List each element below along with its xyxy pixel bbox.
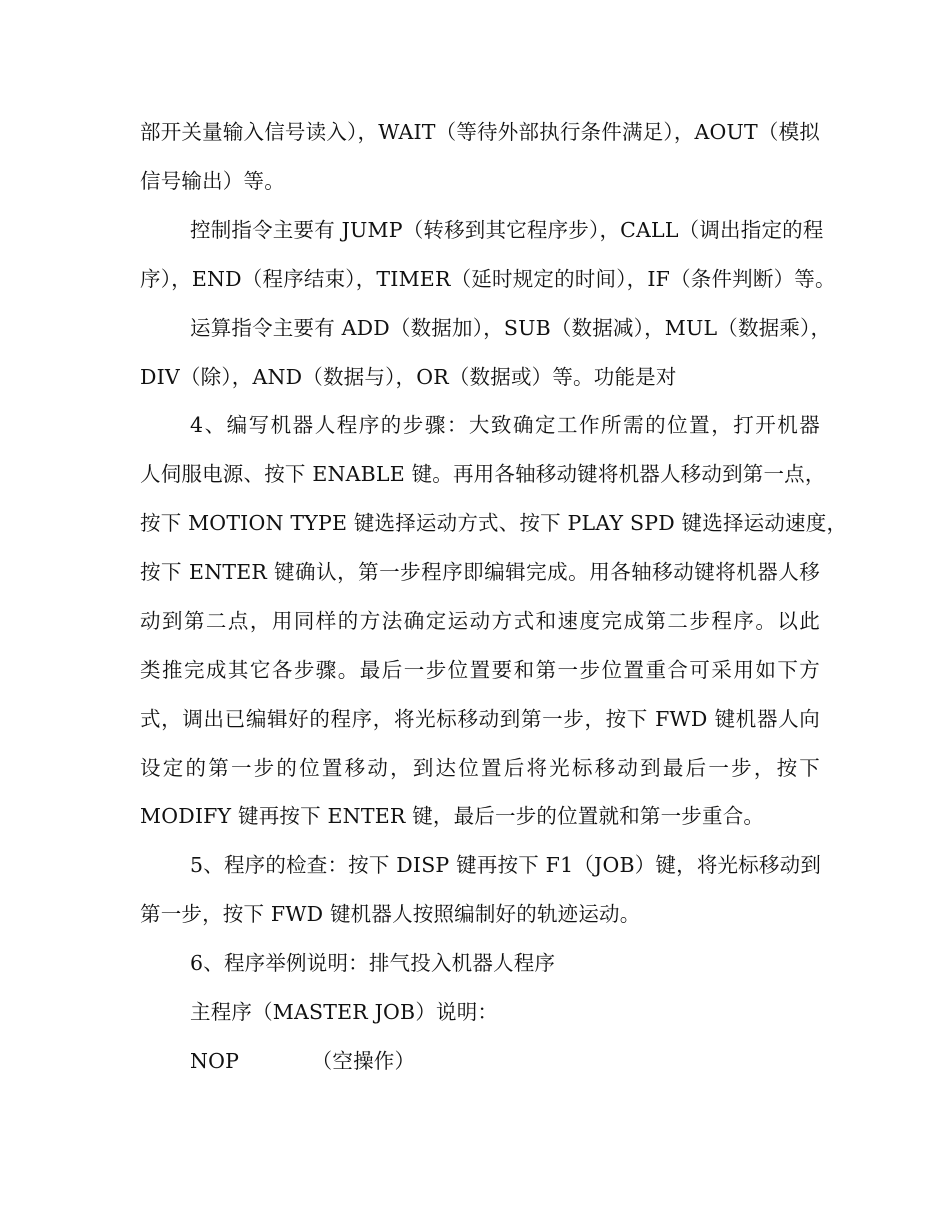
- text-line: 按下 ENTER 键确认，第一步程序即编辑完成。用各轴移动键将机器人移: [140, 560, 820, 584]
- text-line: 式，调出已编辑好的程序，将光标移动到第一步，按下 FWD 键机器人向: [140, 707, 820, 731]
- text-line: 5、程序的检查：按下 DISP 键再按下 F1（JOB）键，将光标移动到: [190, 853, 822, 877]
- text-line: 设定的第一步的位置移动，到达位置后将光标移动到最后一步，按下: [140, 756, 820, 780]
- text-line: 主程序（MASTER JOB）说明：: [190, 1000, 499, 1024]
- text-line: 人伺服电源、按下 ENABLE 键。再用各轴移动键将机器人移动到第一点，: [140, 462, 826, 486]
- text-line: 动到第二点，用同样的方法确定运动方式和速度完成第二步程序。以此: [140, 609, 820, 633]
- text-line: 4、编写机器人程序的步骤：大致确定工作所需的位置，打开机器: [190, 413, 820, 437]
- text-line: 部开关量输入信号读入），WAIT（等待外部执行条件满足），AOUT（模拟: [140, 120, 820, 144]
- text-line: NOP （空操作）: [190, 1049, 416, 1073]
- text-line: 序），END（程序结束），TIMER（延时规定的时间），IF（条件判断）等。: [140, 267, 836, 291]
- text-line: 6、程序举例说明：排气投入机器人程序: [190, 951, 556, 975]
- text-line: 控制指令主要有 JUMP（转移到其它程序步），CALL（调出指定的程: [190, 218, 824, 242]
- text-line: 第一步，按下 FWD 键机器人按照编制好的轨迹运动。: [140, 902, 641, 926]
- text-line: 按下 MOTION TYPE 键选择运动方式、按下 PLAY SPD 键选择运动速度，: [140, 511, 848, 535]
- text-line: DIV（除），AND（数据与），OR（数据或）等。功能是对: [140, 365, 677, 389]
- text-line: 运算指令主要有 ADD（数据加），SUB（数据减），MUL（数据乘），: [190, 316, 832, 340]
- text-line: MODIFY 键再按下 ENTER 键，最后一步的位置就和第一步重合。: [140, 804, 765, 828]
- text-line: 信号输出）等。: [140, 169, 285, 193]
- text-line: 类推完成其它各步骤。最后一步位置要和第一步位置重合可采用如下方: [140, 658, 820, 682]
